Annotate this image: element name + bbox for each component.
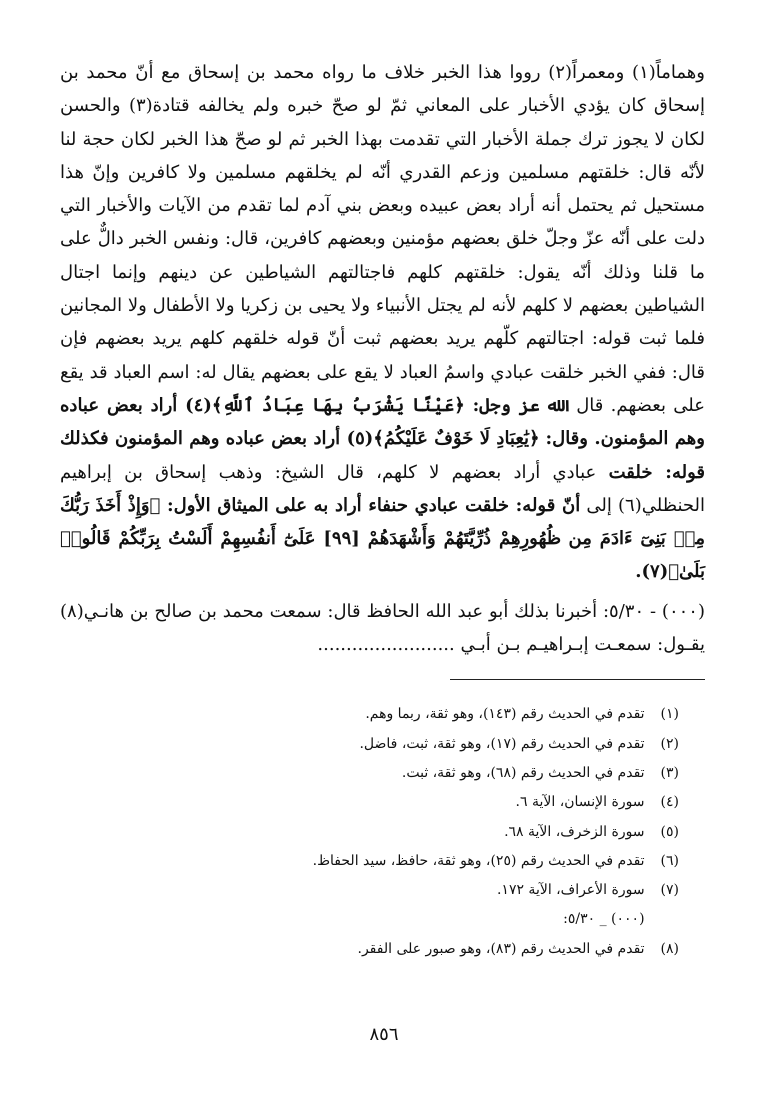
footnote (60, 847, 679, 876)
text-line: الأنبياء ولا يحيى بن زكريا ولا الأطفال ولا المجانين فلما ثبت قوله: اجتالتهم كلّهم (60, 295, 706, 350)
footnote-number: (٧) (660, 882, 679, 899)
footnote (60, 935, 679, 964)
footnotes (60, 700, 705, 964)
ellipsis: ........................ (317, 634, 455, 656)
footnote (60, 876, 679, 905)
page-content (60, 56, 705, 964)
footnote-number: (٣) (660, 764, 679, 781)
text-line-quran: ظُهُورِهِمْ ذُرِّيَّتَهُمْ وَأَشْهَدَهُمْ [٩٩] عَلَىٰٓ أَنفُسِهِمْ أَلَسْتُ بِرَبِّكُمْ قَالُوا۟ بَلَىٰ﴾(٧). (60, 528, 705, 583)
footnote (60, 905, 679, 934)
footnote-text: تقدم في الحديث رقم (٦٨)، وهو ثقة، ثبت. (401, 764, 645, 781)
text-line-quran: أنّ قوله: خلقت عبادي حنفاء أراد به على الميثاق الأول: ﴿وَإِذْ أَخَذَ رَبُّكَ مِنۢ بَنِىٓ ءَادَمَ مِن (60, 494, 705, 550)
paragraph-2 (60, 595, 705, 662)
footnote-text: تقدم في الحديث رقم (١٧)، وهو ثقة، ثبت، فاضل. (359, 735, 645, 752)
footnote-number: (٥) (660, 823, 679, 840)
footnote (60, 730, 679, 759)
text-line: عبادي واسمُ العباد لا يقع على بعضهم يقال له: اسم العباد قد يقع على بعضهم. قال (60, 361, 705, 416)
text-line: مسلمين ولا كافرين وإنّ هذا مستحيل ثم يحتمل أنه أراد بعض عبيده وبعض بني آدم (60, 161, 706, 217)
page-number: ٨٥٦ (369, 1024, 399, 1045)
footnote-separator (450, 679, 705, 680)
text-line: فاجتالتهم الشياطين عن دينهم وإنما اجتال الشياطين بعضهم لا كلهم لأنه لم يجتل (60, 261, 705, 317)
text-line: (٠٠٠) - ٥/٣٠: أخبرنا بذلك أبو عبد الله الحافظ قال: سمعت محمد بن صالح بن (129, 600, 705, 622)
text-line: هانـي(٨) يقـول: سمعـت إبـراهيـم بـن أبـي (60, 600, 705, 656)
footnote-number: (٢) (660, 735, 679, 752)
text-line-quran: الله عز وجل: ﴿عَيْنًا يَشْرَبُ بِهَا عِبَادُ ٱللَّهِ﴾(٤) أراد بعض عباده وهم المؤمنون. وقال: (60, 394, 705, 450)
footnote (60, 700, 679, 729)
text-line: وبعضهم كافرين، قال: ونفس الخبر دالٌّ على ما قلنا وذلك أنّه يقول: خلقتهم كلهم (60, 228, 705, 283)
text-line: لما تقدم من الآيات والأخبار التي دلت على أنّه عزّ وجلّ خلق بعضهم مؤمنين (60, 195, 705, 250)
text-line: يريد بعضهم ثبت أنّ قوله خلقهم كلهم يريد بعضهم فإن قال: ففي الخبر خلقت (60, 328, 705, 383)
footnote-number: (٨) (660, 940, 679, 957)
footnote (60, 818, 679, 847)
text-line: محمد بن إسحاق كان يؤدي الأخبار على المعاني ثمّ لو صحّ خبره ولم يخالفه (60, 62, 705, 117)
text-line: قتادة(٣) والحسن لكان لا يجوز ترك جملة الأخبار التي تقدمت بهذا الخبر ثم لو صحّ (60, 95, 705, 150)
footnote (60, 759, 679, 788)
footnote-text: سورة الأعراف، الآية ١٧٢. (496, 882, 645, 899)
footnote-text: (٠٠٠) _ ٥/٣٠: (563, 911, 645, 928)
footnote-text: تقدم في الحديث رقم (٨٣)، وهو صبور على الفقر. (357, 940, 645, 957)
text-line: هذا الخبر لكان حجة لنا لأنّه قال: خلقتهم مسلمين وزعم القدري أنّه لم يخلقهم (60, 128, 705, 183)
text-line-quran: ﴿يَٰعِبَادِ لَا خَوْفٌ عَلَيْكُمُ﴾(٥) أراد بعض عباده وهم المؤمنون فكذلك قوله: خلقت (60, 428, 705, 483)
footnote-text: تقدم في الحديث رقم (١٤٣)، وهو ثقة، ربما وهم. (365, 706, 645, 723)
footnote-text: سورة الزخرف، الآية ٦٨. (504, 823, 645, 840)
footnote-number: (٦) (660, 852, 679, 869)
main-text (60, 56, 705, 661)
footnote-text: سورة الإنسان، الآية ٦. (515, 794, 645, 811)
paragraph-1 (60, 56, 705, 589)
footnote-number: (١) (660, 706, 679, 723)
footnote-text: تقدم في الحديث رقم (٢٥)، وهو ثقة، حافظ، سيد الحفاظ. (312, 852, 645, 869)
text-line: وهماماً(١) ومعمراً(٢) رووا هذا الخبر خلاف ما رواه محمد بن إسحاق مع أنّ (135, 62, 705, 83)
footnote (60, 788, 679, 817)
text-line: عبادي أراد بعضهم لا كلهم، قال الشيخ: وذهب إسحاق بن إبراهيم الحنظلي(٦) إلى (60, 461, 705, 516)
footnote-number: (٤) (660, 794, 679, 811)
